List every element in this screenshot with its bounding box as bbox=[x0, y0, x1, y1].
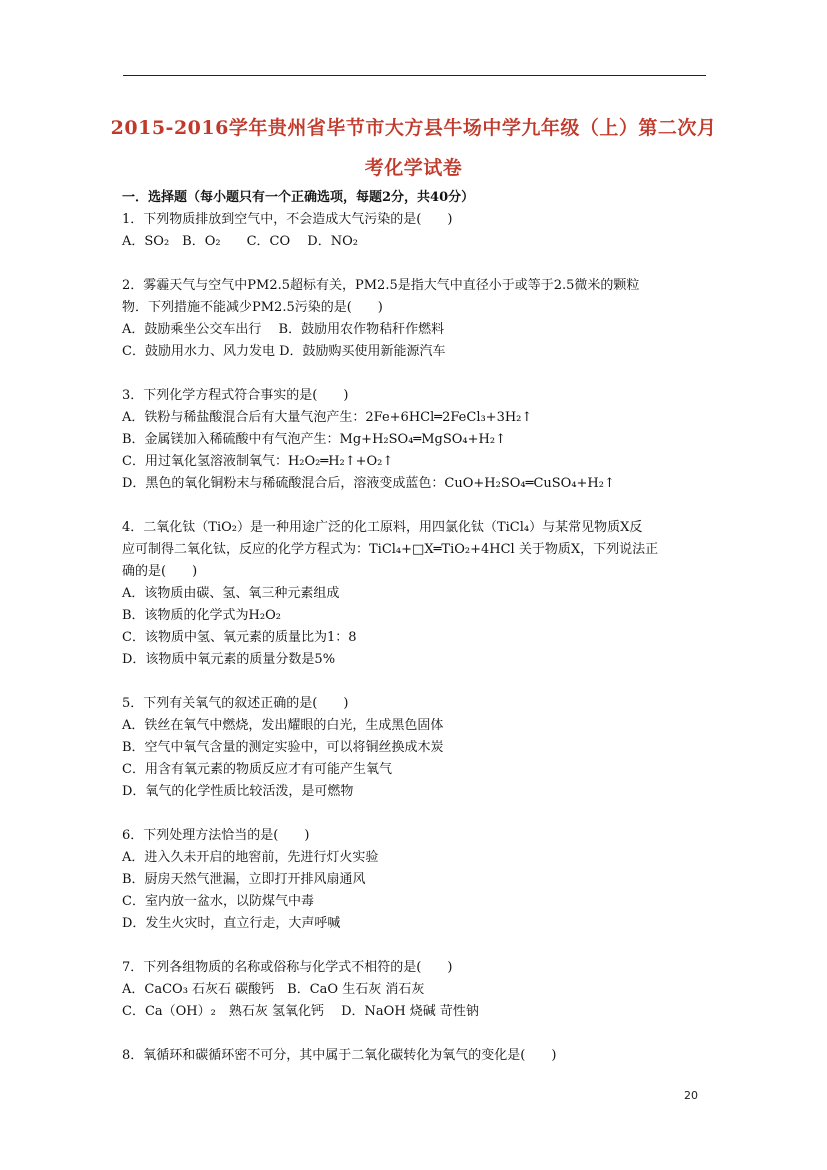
question-stem: 3．下列化学方程式符合事实的是( ) bbox=[122, 388, 349, 403]
question-stem: 1．下列物质排放到空气中，不会造成大气污染的是( ) bbox=[122, 212, 453, 227]
question-line: C．室内放一盆水，以防煤气中毒 bbox=[122, 894, 314, 909]
question-line: B．金属镁加入稀硫酸中有气泡产生：Mg+H₂SO₄═MgSO₄+H₂↑ bbox=[122, 432, 506, 447]
question-line: A．铁丝在氧气中燃烧，发出耀眼的白光，生成黑色固体 bbox=[122, 718, 444, 733]
question-line: B．空气中氧气含量的测定实验中，可以将铜丝换成木炭 bbox=[122, 740, 444, 755]
question-line: C．用含有氧元素的物质反应才有可能产生氧气 bbox=[122, 762, 392, 777]
question-line: 应可制得二氧化钛，反应的化学方程式为：TiCl₄+□X═TiO₂+4HCl 关于物质X，下列说法正 bbox=[122, 542, 659, 557]
question-line: D．发生火灾时，直立行走，大声呼喊 bbox=[122, 916, 341, 931]
question-line: C．Ca（OH）₂ 熟石灰 氢氧化钙 D．NaOH 烧碱 苛性钠 bbox=[122, 1004, 479, 1019]
question-line: B．该物质的化学式为H₂O₂ bbox=[122, 608, 281, 623]
question-stem: 4．二氧化钛（TiO₂）是一种用途广泛的化工原料，用四氯化钛（TiCl₄）与某常见物质X反 bbox=[122, 520, 643, 535]
question-5 bbox=[122, 693, 710, 803]
page-title: 2015-2016学年贵州省毕节市大方县牛场中学九年级（上）第二次月 bbox=[110, 117, 717, 139]
question-line: B．厨房天然气泄漏，立即打开排风扇通风 bbox=[122, 872, 366, 887]
question-2 bbox=[122, 275, 710, 363]
question-line: A．CaCO₃ 石灰石 碳酸钙 B．CaO 生石灰 消石灰 bbox=[122, 982, 425, 997]
section-heading: 一．选择题（每小题只有一个正确选项，每题2分，共40分） bbox=[122, 190, 475, 205]
question-line: A．鼓励乘坐公交车出行 B．鼓励用农作物秸秆作燃料 bbox=[122, 322, 445, 337]
question-stem: 6．下列处理方法恰当的是( ) bbox=[122, 828, 310, 843]
question-line: 确的是( ) bbox=[122, 564, 198, 579]
question-6 bbox=[122, 825, 710, 935]
question-line: 物．下列措施不能减少PM2.5污染的是( ) bbox=[122, 300, 383, 315]
page-number: 20 bbox=[684, 1089, 698, 1102]
exam-content bbox=[122, 187, 710, 1067]
question-line: A．该物质由碳、氢、氧三种元素组成 bbox=[122, 586, 340, 601]
header-rule bbox=[123, 75, 706, 76]
question-1 bbox=[122, 209, 710, 253]
question-line: D．氧气的化学性质比较活泼，是可燃物 bbox=[122, 784, 354, 799]
page-title-continued: 考化学试卷 bbox=[364, 157, 463, 179]
question-line: A．铁粉与稀盐酸混合后有大量气泡产生：2Fe+6HCl═2FeCl₃+3H₂↑ bbox=[122, 410, 533, 425]
question-stem: 2．雾霾天气与空气中PM2.5超标有关，PM2.5是指大气中直径小于或等于2.5微米的颗粒 bbox=[122, 278, 640, 293]
question-8 bbox=[122, 1045, 710, 1067]
question-stem: 7．下列各组物质的名称或俗称与化学式不相符的是( ) bbox=[122, 960, 453, 975]
question-stem: 8．氧循环和碳循环密不可分，其中属于二氧化碳转化为氧气的变化是( ) bbox=[122, 1048, 557, 1063]
question-4 bbox=[122, 517, 710, 671]
question-line: D．黑色的氧化铜粉末与稀硫酸混合后，溶液变成蓝色：CuO+H₂SO₄═CuSO₄+H₂↑ bbox=[122, 476, 615, 491]
question-line: D．该物质中氧元素的质量分数是5% bbox=[122, 652, 336, 667]
question-line: C．该物质中氢、氧元素的质量比为1：8 bbox=[122, 630, 357, 645]
question-list bbox=[122, 209, 710, 1067]
question-3 bbox=[122, 385, 710, 495]
question-line: C．鼓励用水力、风力发电 D．鼓励购买使用新能源汽车 bbox=[122, 344, 446, 359]
question-7 bbox=[122, 957, 710, 1023]
question-line: C．用过氧化氢溶液制氧气：H₂O₂═H₂↑+O₂↑ bbox=[122, 454, 394, 469]
question-line: A．进入久未开启的地窖前，先进行灯火实验 bbox=[122, 850, 379, 865]
question-line: A．SO₂ B．O₂ C．CO D．NO₂ bbox=[122, 234, 358, 249]
question-stem: 5．下列有关氧气的叙述正确的是( ) bbox=[122, 696, 349, 711]
